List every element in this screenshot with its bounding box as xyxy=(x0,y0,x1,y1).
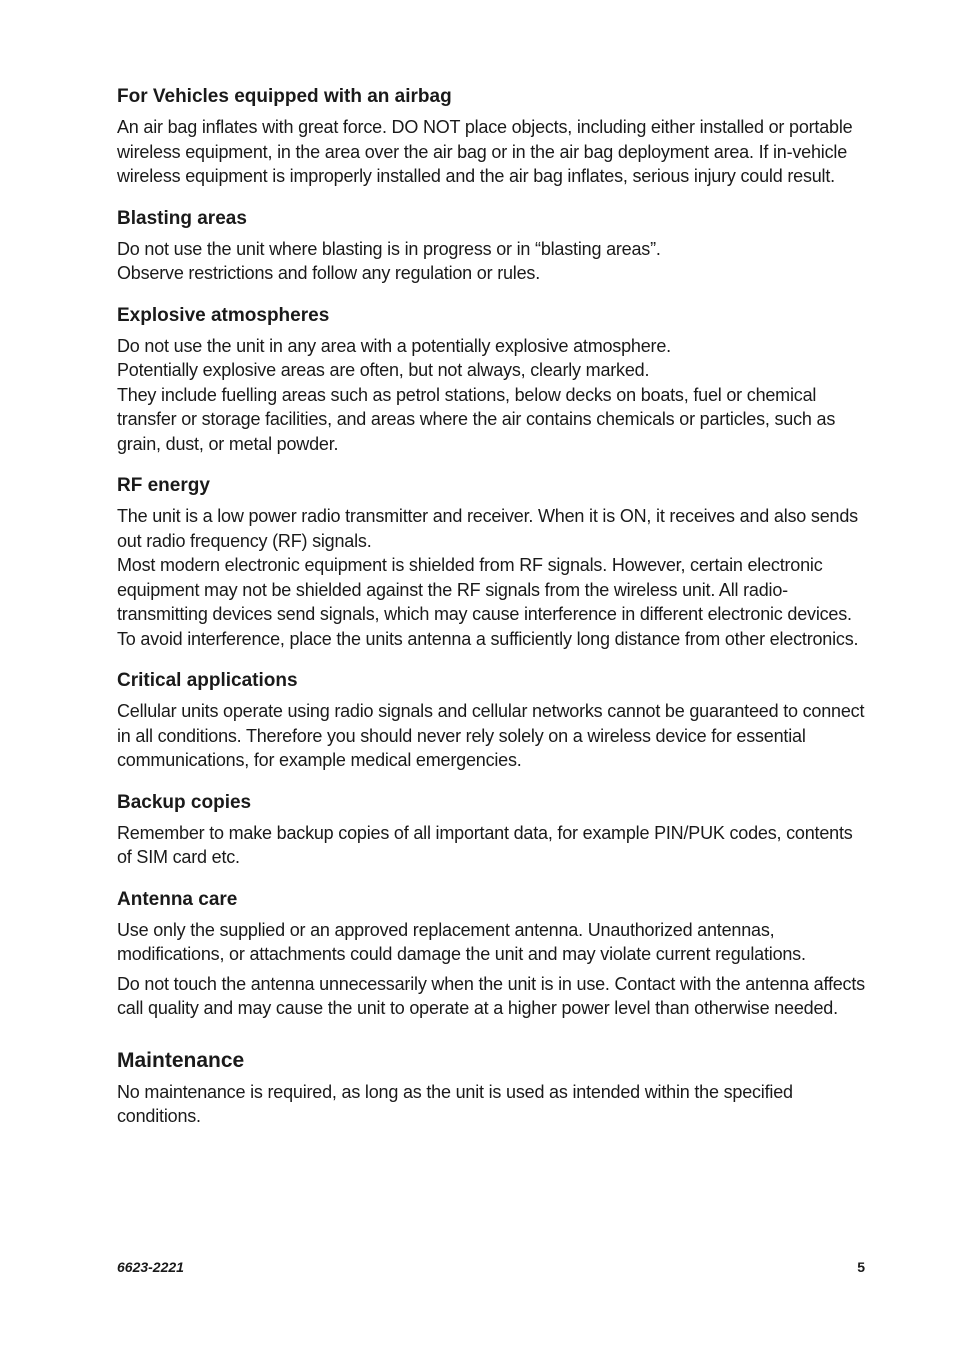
page-number: 5 xyxy=(857,1259,865,1275)
section-paragraph: Potentially explosive areas are often, but not always, clearly marked. xyxy=(117,360,650,380)
section-maintenance xyxy=(117,1047,865,1129)
section-paragraph: An air bag inflates with great force. DO NOT place objects, including either installed or portable wireless equipment, in the area over the air bag or in the air bag deployment area. If in-vehicle wireless equipment is improperly installed and the air bag inflates, serious injury could result. xyxy=(117,117,853,186)
section-heading: Antenna care xyxy=(117,888,238,910)
section-antenna-care xyxy=(117,887,865,1021)
maintenance-text: No maintenance is required, as long as the unit is used as intended within the specified conditions. xyxy=(117,1081,793,1126)
section-heading: For Vehicles equipped with an airbag xyxy=(117,86,452,107)
section-heading: Backup copies xyxy=(117,791,252,813)
section-paragraph: The unit is a low power radio transmitter and receiver. When it is ON, it receives and also sends out radio frequency (RF) signals. xyxy=(117,506,858,551)
section-heading: Blasting areas xyxy=(117,207,247,229)
section-rf-energy xyxy=(117,473,865,651)
section-paragraph: Do not touch the antenna unnecessarily when the unit is in use. Contact with the antenna affects call quality and may cause the unit to operate at a higher power level than otherwise needed. xyxy=(117,973,865,1018)
section-paragraph: Do not use the unit where blasting is in progress or in “blasting areas”. xyxy=(117,238,661,259)
document-page xyxy=(117,84,865,1146)
section-airbag xyxy=(117,84,865,189)
section-heading: RF energy xyxy=(117,475,210,496)
section-blasting-areas xyxy=(117,206,865,286)
section-critical-applications xyxy=(117,668,865,773)
section-paragraph: Use only the supplied or an approved replacement antenna. Unauthorized antennas, modifications, or attachments could damage the unit and may violate current regulations. xyxy=(117,919,806,964)
section-backup-copies xyxy=(117,790,865,870)
document-id: 6623-2221 xyxy=(117,1259,184,1275)
maintenance-heading: Maintenance xyxy=(117,1048,245,1072)
section-paragraph: Most modern electronic equipment is shielded from RF signals. However, certain electronic equipment may not be shielded against the RF signals from the wireless unit. All radio-transmitting devices send signals, which may cause interference in different electronic devices. To avoid interference, place the units antenna a sufficiently long distance from other electronics. xyxy=(117,555,859,649)
section-paragraph: Observe restrictions and follow any regulation or rules. xyxy=(117,263,541,283)
section-heading: Explosive atmospheres xyxy=(117,304,330,326)
page-footer xyxy=(117,1259,865,1275)
section-paragraph: Do not use the unit in any area with a potentially explosive atmosphere. xyxy=(117,335,671,356)
section-heading: Critical applications xyxy=(117,670,298,691)
section-paragraph: They include fuelling areas such as petrol stations, below decks on boats, fuel or chemical transfer or storage facilities, and areas where the air contains chemicals or particles, such as grain, dust, or metal powder. xyxy=(117,384,836,454)
section-explosive-atmospheres xyxy=(117,303,865,457)
section-paragraph: Remember to make backup copies of all important data, for example PIN/PUK codes, contents of SIM card etc. xyxy=(117,822,853,867)
section-paragraph: Cellular units operate using radio signals and cellular networks cannot be guaranteed to connect in all conditions. Therefore you should never rely solely on a wireless device for essential communications, for example medical emergencies. xyxy=(117,701,865,770)
